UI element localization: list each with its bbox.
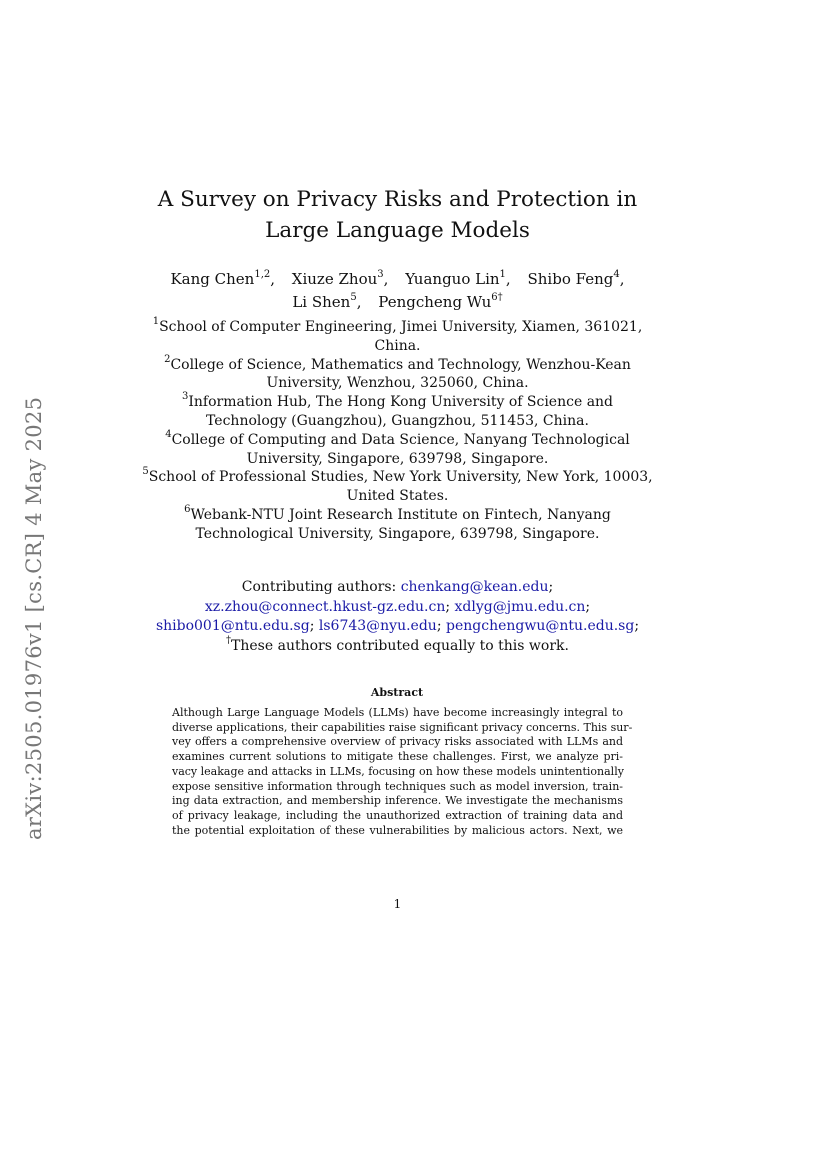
email-link[interactable]: shibo001@ntu.edu.sg	[155, 618, 310, 634]
abstract-line: diverse applications, their capabilities raise significant privacy concerns. This sur-	[172, 720, 633, 734]
contrib-label: Contributing authors:	[241, 579, 401, 595]
email-link[interactable]: ls6743@nyu.edu	[318, 618, 437, 634]
affiliation: $^6$Webank-NTU Joint Research Institute on Fintech, Nanyang Technological University, Singapore, 639798, Singapore.	[184, 503, 611, 542]
abstract-line: ing data extraction, and membership inference. We investigate the mechanisms	[172, 794, 623, 808]
abstract-body	[172, 706, 633, 838]
abstract-line: the potential exploitation of these vulnerabilities by malicious actors. Next, we	[172, 823, 623, 837]
equal-contribution-note: †These authors contributed equally to this work.	[226, 634, 569, 654]
author: Xiuze Zhou$^3$,	[291, 269, 389, 288]
contributing-authors	[130, 578, 665, 656]
author: Kang Chen$^{1,2}$,	[170, 269, 276, 288]
abstract-heading: Abstract	[370, 686, 424, 699]
author-line-2	[130, 291, 665, 314]
author: Shibo Feng$^4$,	[527, 269, 625, 288]
author: Yuanguo Lin$^1$,	[405, 269, 511, 288]
affiliation: $^1$School of Computer Engineering, Jimei University, Xiamen, 361021, China.	[152, 316, 643, 354]
author-line-1	[130, 268, 665, 291]
contrib-line-3: shibo001@ntu.edu.sg; ls6743@nyu.edu; pengchengwu@ntu.edu.sg;	[155, 618, 640, 634]
title-line-1: A Survey on Privacy Risks and Protection in	[157, 187, 638, 212]
abstract-line: examines current solutions to mitigate these challenges. First, we analyze pri-	[172, 750, 623, 764]
abstract-line: expose sensitive information through techniques such as model inversion, train-	[172, 779, 623, 793]
email-link[interactable]: xz.zhou@connect.hkust-gz.edu.cn	[204, 598, 446, 615]
email-link[interactable]: pengchengwu@ntu.edu.sg	[446, 618, 635, 634]
author-list	[130, 268, 665, 314]
contrib-line-1: Contributing authors: chenkang@kean.edu;	[241, 579, 554, 595]
arxiv-identifier-stamp: arXiv:2505.01976v1 [cs.CR] 4 May 2025	[22, 396, 46, 840]
abstract-line: Although Large Language Models (LLMs) have become increasingly integral to	[172, 706, 623, 719]
author: Li Shen$^5$,	[292, 292, 362, 311]
email-link[interactable]: xdlyg@jmu.edu.cn	[454, 598, 586, 615]
page-number: 1	[393, 897, 402, 911]
abstract-line: of privacy leakage, including the unauthorized extraction of training data and	[172, 808, 623, 822]
abstract-line: vey offers a comprehensive overview of privacy risks associated with LLMs and	[172, 735, 623, 749]
email-link[interactable]: chenkang@kean.edu	[400, 579, 549, 595]
affiliation: $^4$College of Computing and Data Science, Nanyang Technological University, Singapore, 639798, Singapore.	[165, 428, 630, 467]
affiliation: $^2$College of Science, Mathematics and Technology, Wenzhou-Kean University, Wenzhou, 325060, China.	[164, 353, 631, 392]
affiliation-list	[140, 318, 655, 544]
affiliation: $^5$School of Professional Studies, New York University, New York, 10003, United States.	[142, 466, 653, 505]
paper-title	[130, 184, 665, 246]
abstract-line: vacy leakage and attacks in LLMs, focusing on how these models unintentionally	[172, 764, 624, 778]
contrib-line-2: xz.zhou@connect.hkust-gz.edu.cn; xdlyg@jmu.edu.cn;	[204, 598, 591, 615]
affiliation: $^3$Information Hub, The Hong Kong University of Science and Technology (Guangzhou), Guangzhou, 511453, China.	[181, 391, 614, 429]
author: Pengcheng $Wu^{6\dagger}$	[378, 292, 503, 311]
title-line-2: Large Language Models	[265, 218, 530, 243]
